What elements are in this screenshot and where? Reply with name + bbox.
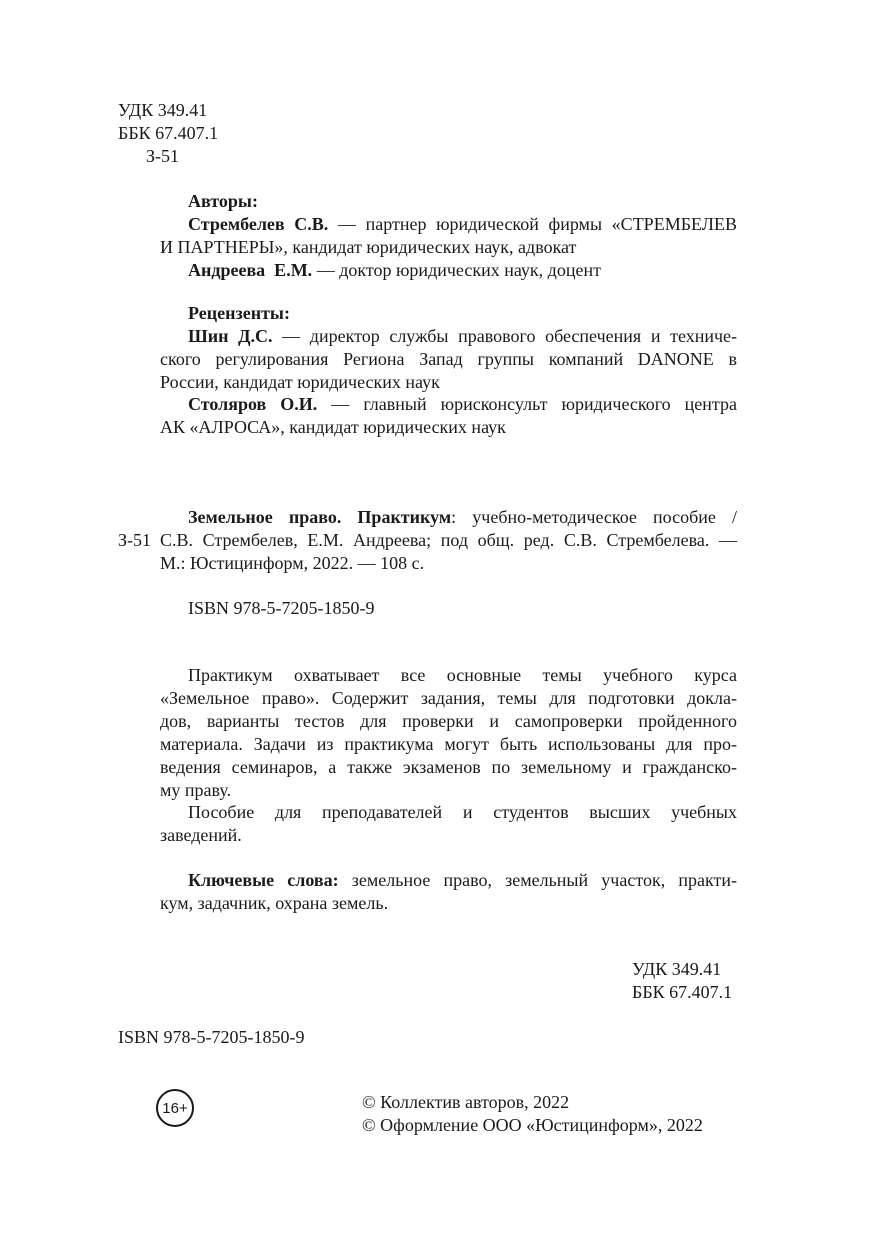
reviewer-entry-1-line3: России, кандидат юридических наук (160, 372, 440, 392)
annotation-p1-line3: дов, варианты тестов для проверки и самопроверки пройденного (160, 711, 737, 731)
keywords-line2: кум, задачник, охрана земель. (160, 893, 389, 913)
keywords-line1: Ключевые слова: земельное право, земельный участок, практи- (188, 870, 737, 890)
bibliographic-author-mark: З-51 (118, 530, 152, 550)
reviewer-entry-1-line1: Шин Д.С. — директор службы правового обеспечения и техниче- (188, 326, 737, 346)
reviewer-entry-2-line1: Столяров О.И. — главный юрисконсульт юридического центра (188, 394, 737, 414)
footer-isbn: ISBN 978-5-7205-1850-9 (118, 1027, 305, 1047)
bibliographic-line3: М.: Юстицинформ, 2022. — 108 с. (160, 553, 425, 573)
annotation-p1-line6: му праву. (160, 780, 232, 800)
author-name-1: Стрембелев С.В. (188, 214, 329, 234)
copyright-authors: © Коллектив авторов, 2022 (362, 1092, 570, 1112)
author-mark: З-51 (146, 146, 180, 166)
authors-heading: Авторы: (188, 191, 258, 211)
age-rating-badge (156, 1089, 194, 1127)
footer-udk-code: УДК 349.41 (632, 959, 722, 979)
age-rating-label: 16+ (162, 1099, 188, 1117)
author-name-2: Андреева Е.М. (188, 260, 313, 280)
annotation-p1-line4: материала. Задачи из практикума могут быть использованы для про- (160, 734, 737, 754)
annotation-p1-line2: «Земельное право». Содержит задания, темы для подготовки докла- (160, 688, 737, 708)
copyright-design: © Оформление ООО «Юстицинформ», 2022 (362, 1115, 703, 1135)
keywords-label: Ключевые слова: (188, 870, 339, 890)
author-entry-1-line2: И ПАРТНЕРЫ», кандидат юридических наук, адвокат (160, 237, 577, 257)
udk-code: УДК 349.41 (118, 100, 208, 120)
annotation-p1-line5: ведения семинаров, а также экзаменов по земельному и гражданско- (160, 757, 737, 777)
annotation-p2-line1: Пособие для преподавателей и студентов высших учебных (188, 802, 737, 822)
footer-bbk-code: ББК 67.407.1 (632, 982, 733, 1002)
bibliographic-line2: С.В. Стрембелев, Е.М. Андреева; под общ. ред. С.В. Стрембелева. — (160, 530, 737, 550)
author-entry-2-line1: Андреева Е.М. — доктор юридических наук, доцент (188, 260, 601, 280)
reviewer-entry-2-line2: АК «АЛРОСА», кандидат юридических наук (160, 417, 506, 437)
author-entry-1-line1: Стрембелев С.В. — партнер юридической фирмы «СТРЕМБЕЛЕВ (188, 214, 737, 234)
bbk-code: ББК 67.407.1 (118, 123, 219, 143)
bibliographic-isbn: ISBN 978-5-7205-1850-9 (188, 598, 375, 618)
book-title: Земельное право. Практикум (188, 507, 452, 527)
reviewer-name-2: Столяров О.И. (188, 394, 318, 414)
reviewers-heading: Рецензенты: (188, 303, 290, 323)
reviewer-entry-1-line2: ского регулирования Региона Запад группы компаний DANONE в (160, 349, 737, 369)
annotation-p1-line1: Практикум охватывает все основные темы учебного курса (188, 665, 737, 685)
reviewer-name-1: Шин Д.С. (188, 326, 273, 346)
annotation-p2-line2: заведений. (160, 825, 242, 845)
bibliographic-line1: Земельное право. Практикум: учебно-методическое пособие / (188, 507, 737, 527)
